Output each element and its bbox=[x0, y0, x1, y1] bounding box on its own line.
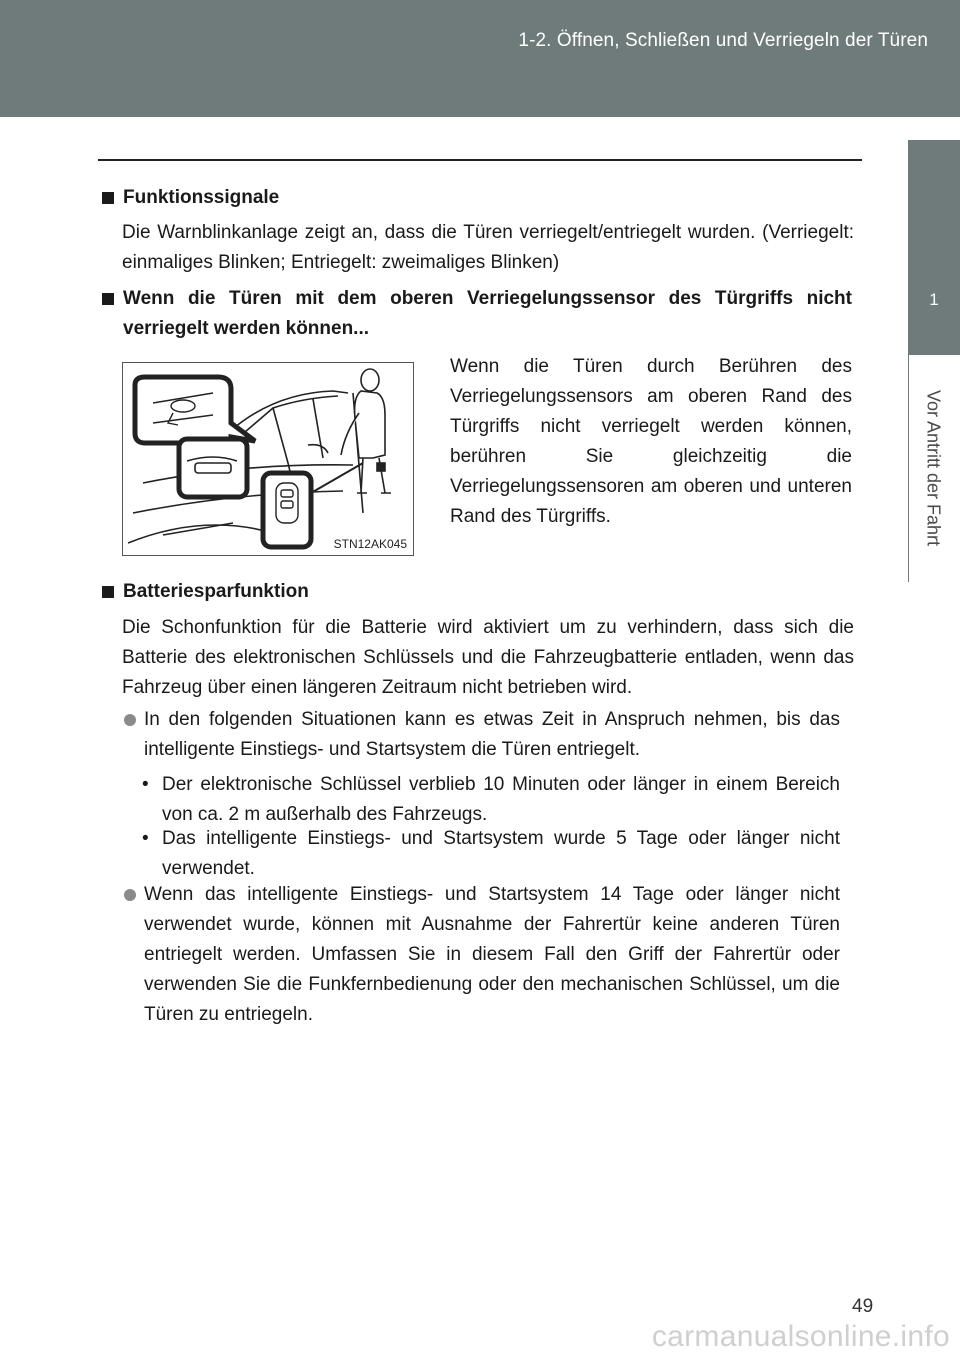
list-item: In den folgenden Situationen kann es etwas Zeit in Anspruch nehmen, bis das intelligente Einstiegs- und Startsystem die Türen entriegelt. bbox=[124, 705, 840, 765]
watermark: carmanualsonline.info bbox=[651, 1320, 950, 1353]
header-band bbox=[0, 0, 960, 117]
square-bullet-icon bbox=[102, 586, 114, 598]
section-title: 1-2. Öffnen, Schließen und Verriegeln der Türen bbox=[518, 30, 928, 51]
heading-battery-saving: Batteriesparfunktion bbox=[102, 577, 852, 607]
sub-list-item: • Das intelligente Einstiegs- und Startsystem wurde 5 Tage oder länger nicht verwendet. bbox=[142, 828, 840, 879]
car-door-illustration bbox=[123, 363, 413, 555]
chapter-number: 1 bbox=[929, 290, 939, 309]
upper-sensor-text: Wenn die Türen durch Berühren des Verriegelungssensors am oberen Rand des Türgriffs nicht verriegelt werden können, berühren Sie gleichzeitig die Verriegelungssensoren am oberen und unteren Rand des Türgriffs. bbox=[450, 356, 852, 527]
dot-bullet-icon bbox=[124, 889, 136, 901]
battery-saving-text: Die Schonfunktion für die Batterie wird aktiviert um zu verhindern, dass sich die Batterie des elektronischen Schlüssels und die Fahrzeugbatterie entladen, wenn das Fahrzeug über einen längeren Zeitraum nicht betrieben wird. bbox=[122, 617, 854, 698]
list-item: Wenn das intelligente Einstiegs- und Startsystem 14 Tage oder länger nicht verwendet wurde, können mit Ausnahme der Fahrertür keine anderen Türen entriegelt werden. Umfassen Sie in diesem Fall den Griff der Fahrertür oder verwenden Sie die Funkfernbedienung oder den mechanischen Schlüssel, um die Türen zu entriegeln. bbox=[124, 880, 840, 1030]
dot-bullet-icon bbox=[124, 714, 136, 726]
sub-list-item: • Der elektronische Schlüssel verblieb 10 Minuten oder länger in einem Bereich von ca. 2 m außerhalb des Fahrzeugs. bbox=[142, 774, 840, 825]
chapter-label: Vor Antritt der Fahrt bbox=[923, 389, 944, 547]
square-bullet-icon bbox=[102, 293, 114, 305]
square-bullet-icon bbox=[102, 192, 114, 204]
figure-caption: STN12AK045 bbox=[333, 537, 407, 551]
functions-signals-text: Die Warnblinkanlage zeigt an, dass die Türen verriegelt/entriegelt wurden. (Verriegelt: einmaliges Blinken; Entriegelt: zweimaliges Blinken) bbox=[122, 222, 854, 273]
chapter-tab-label-box bbox=[908, 355, 960, 582]
door-handle-illustration bbox=[122, 362, 414, 556]
heading-upper-sensor: Wenn die Türen mit dem oberen Verriegelungssensor des Türgriffs nicht verriegelt werden können... bbox=[102, 284, 852, 344]
heading-functions-signals: Funktionssignale bbox=[102, 183, 852, 213]
header-rule bbox=[98, 159, 862, 161]
page-number: 49 bbox=[852, 1296, 874, 1317]
chapter-tab bbox=[908, 140, 960, 355]
